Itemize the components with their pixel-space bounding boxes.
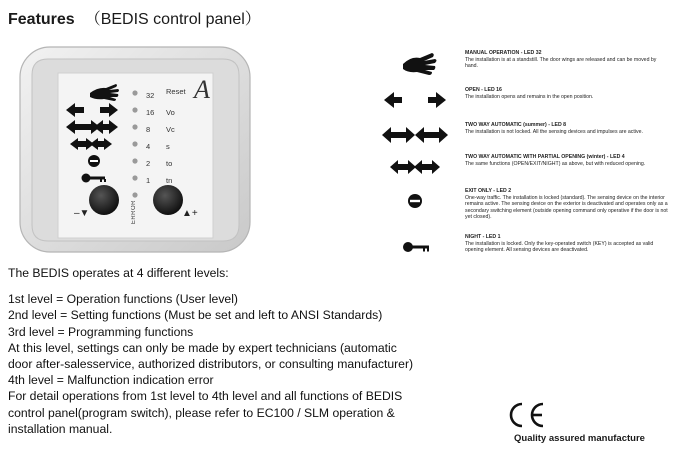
led-number-column (146, 87, 154, 189)
panel-two-way-icon (66, 120, 118, 134)
legend-text: The installation is locked. Only the key-operated switch (KEY) is accepted as valid opening element. All sensing devices are deactivated. (465, 240, 654, 254)
body-line: At this level, settings can only be made by expert technicians (automatic (8, 340, 397, 355)
no-entry-icon (380, 188, 450, 214)
body-line: 2nd level = Setting functions (Must be set and left to ANSI Standards) (8, 308, 383, 323)
error-label: ERROR (131, 200, 137, 225)
legend-heading: NIGHT - LED 1 (465, 234, 501, 240)
body-line: installation manual. (8, 421, 113, 436)
legend-text: One-way traffic. The installation is locked (standard). The sensing device on the interior remains active. The sensing device on the exterior is deactivated and operates only as a secondary switching element (outside opening command only operative if the door is not yet closed). (465, 194, 668, 221)
body-line: 4th level = Malfunction indication error (8, 373, 214, 388)
led-number: 32 (146, 91, 155, 100)
title-subtitle: （BEDIS control panel） (84, 11, 261, 28)
legend-text: The installation opens and remains in the open position. (465, 93, 594, 100)
led-code: to (166, 159, 173, 168)
reset-label: Reset (166, 87, 186, 96)
led-code: tn (166, 176, 173, 185)
plus-knob[interactable] (153, 185, 183, 215)
body-line: 1st level = Operation functions (User level) (8, 292, 238, 307)
legend-heading: TWO WAY AUTOMATIC (summer) - LED 8 (465, 122, 567, 128)
led-number: 1 (146, 176, 151, 185)
legend-text: The installation is not locked. All the sensing devices and impulses are active. (465, 128, 643, 135)
body-line: door after-salesservice, authorized distributors, or consulting manufacturer) (8, 357, 414, 372)
page-title (8, 6, 261, 29)
led-code: Vc (166, 125, 175, 134)
ce-mark-icon (506, 400, 546, 430)
control-panel (18, 45, 253, 255)
two-way-partial-arrows-icon (380, 154, 450, 180)
intro-line: The BEDIS operates at 4 different levels: (8, 266, 229, 280)
led-code-column (166, 104, 175, 189)
led-code: s (166, 142, 170, 151)
body-line: 3rd level = Programming functions (8, 324, 194, 339)
legend-heading: MANUAL OPERATION - LED 32 (465, 50, 542, 56)
two-way-arrows-icon (380, 122, 450, 148)
key-icon (380, 234, 450, 260)
quality-caption: Quality assured manufacture (514, 433, 645, 444)
led-number: 2 (146, 159, 151, 168)
legend-text: The same functions (OPEN/EXIT/NIGHT) as above, but with reduced opening. (465, 160, 646, 167)
panel-no-entry-icon (88, 155, 100, 167)
led-code: Vo (166, 108, 175, 117)
minus-knob[interactable] (89, 185, 119, 215)
legend-text: The installation is at a standstill. The door wings are released and can be moved by hand. (465, 56, 657, 70)
description (8, 265, 428, 437)
hand-icon (380, 50, 450, 76)
plus-label: ▲+ (182, 208, 198, 219)
body-line: For detail operations from 1st level to 4th level and all functions of BEDIS (8, 389, 403, 404)
brand-mark: A (194, 75, 210, 104)
title-text: Features (8, 11, 75, 28)
led-number: 16 (146, 108, 155, 117)
legend-heading: TWO WAY AUTOMATIC WITH PARTIAL OPENING (winter) - LED 4 (465, 154, 625, 160)
minus-label: –▼ (74, 208, 90, 219)
mode-legend (380, 42, 680, 272)
legend-heading: OPEN - LED 16 (465, 87, 502, 93)
legend-heading: EXIT ONLY - LED 2 (465, 188, 512, 194)
body-line: control panel(program switch), please refer to EC100 / SLM operation & (8, 405, 395, 420)
led-number: 4 (146, 142, 151, 151)
open-arrows-icon (380, 87, 450, 113)
led-number: 8 (146, 125, 151, 134)
